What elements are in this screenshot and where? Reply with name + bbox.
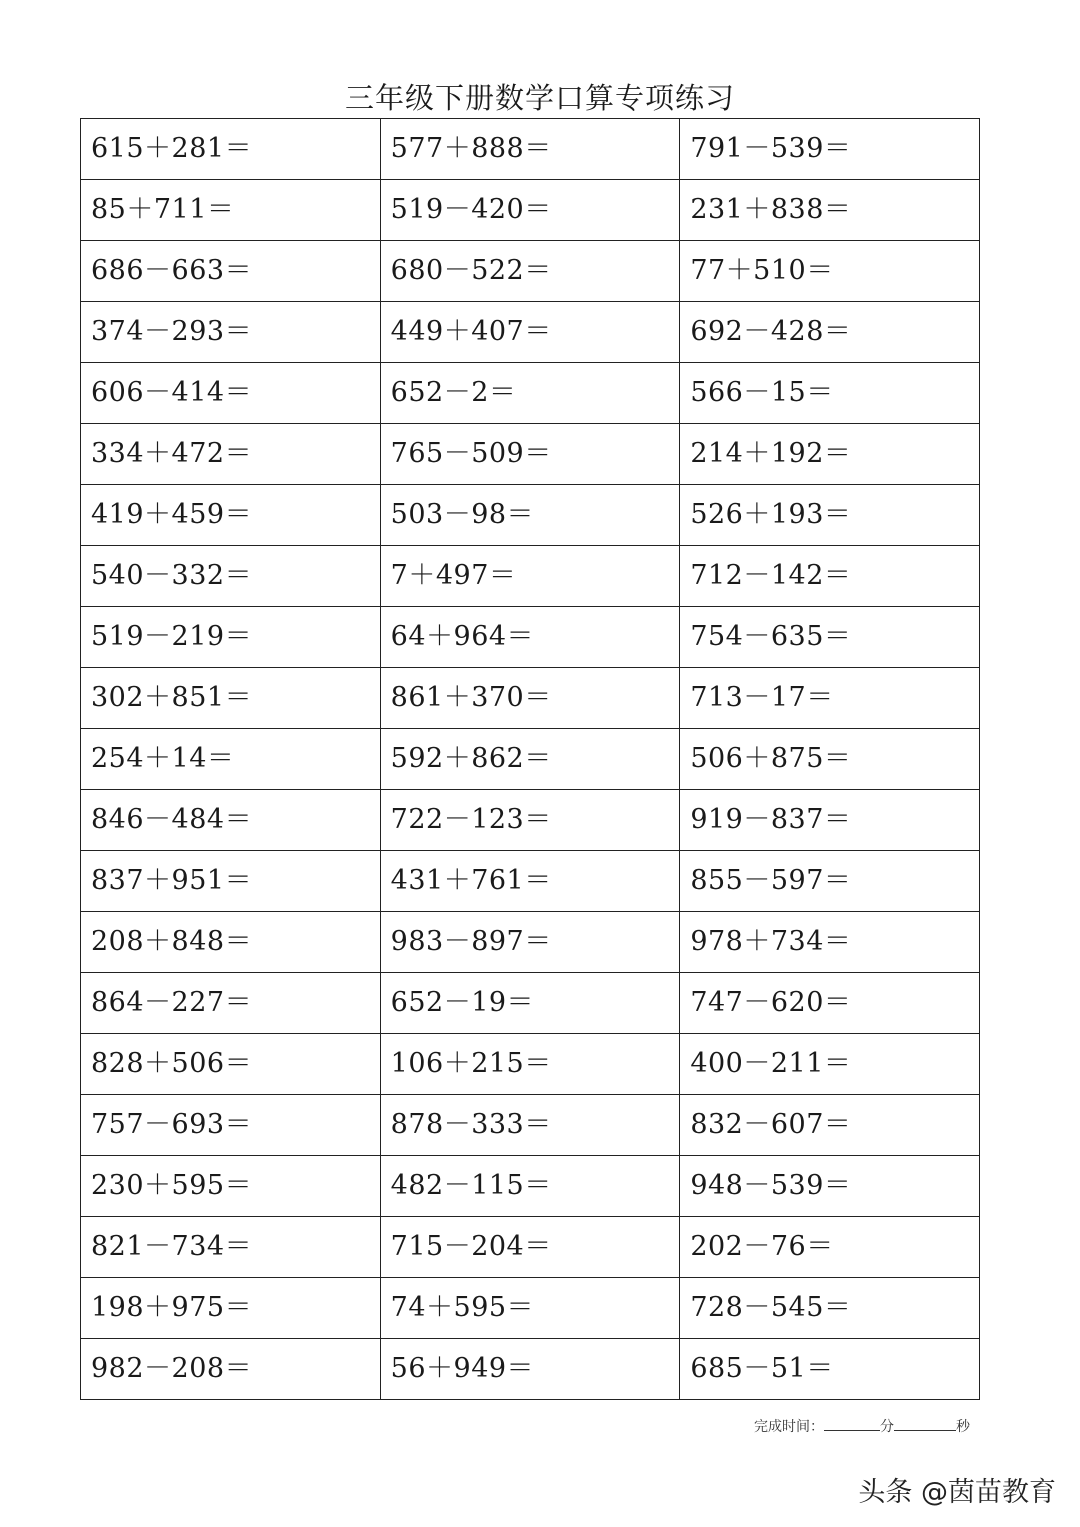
problem-cell: 214＋192＝ — [680, 424, 980, 485]
table-row — [81, 241, 980, 302]
problem-cell: 692－428＝ — [680, 302, 980, 363]
problem-cell: 230＋595＝ — [81, 1156, 381, 1217]
minute-unit: 分 — [880, 1419, 894, 1435]
table-row — [81, 1217, 980, 1278]
problem-cell: 832－607＝ — [680, 1095, 980, 1156]
problem-cell: 419＋459＝ — [81, 485, 381, 546]
problem-cell: 198＋975＝ — [81, 1278, 381, 1339]
problem-cell: 712－142＝ — [680, 546, 980, 607]
problem-cell: 713－17＝ — [680, 668, 980, 729]
problem-cell: 864－227＝ — [81, 973, 381, 1034]
table-row — [81, 1339, 980, 1400]
problem-cell: 861＋370＝ — [380, 668, 680, 729]
problem-cell: 919－837＝ — [680, 790, 980, 851]
table-row — [81, 1156, 980, 1217]
problem-cell: 519－420＝ — [380, 180, 680, 241]
problem-cell: 652－19＝ — [380, 973, 680, 1034]
table-row — [81, 485, 980, 546]
problem-cell: 106＋215＝ — [380, 1034, 680, 1095]
table-row — [81, 729, 980, 790]
table-row — [81, 363, 980, 424]
problem-cell: 566－15＝ — [680, 363, 980, 424]
problem-cell: 592＋862＝ — [380, 729, 680, 790]
problem-cell: 202－76＝ — [680, 1217, 980, 1278]
problem-cell: 715－204＝ — [380, 1217, 680, 1278]
problem-cell: 982－208＝ — [81, 1339, 381, 1400]
problem-cell: 85＋711＝ — [81, 180, 381, 241]
problem-cell: 519－219＝ — [81, 607, 381, 668]
table-row — [81, 180, 980, 241]
problem-cell: 374－293＝ — [81, 302, 381, 363]
completion-time — [754, 1416, 970, 1436]
page-title: 三年级下册数学口算专项练习 — [344, 81, 735, 115]
second-unit: 秒 — [956, 1419, 970, 1435]
problem-cell: 431＋761＝ — [380, 851, 680, 912]
table-row — [81, 1095, 980, 1156]
minute-blank[interactable] — [824, 1416, 880, 1431]
table-row — [81, 668, 980, 729]
table-row — [81, 1278, 980, 1339]
problem-cell: 231＋838＝ — [680, 180, 980, 241]
problem-cell: 722－123＝ — [380, 790, 680, 851]
problem-cell: 765－509＝ — [380, 424, 680, 485]
problem-cell: 449＋407＝ — [380, 302, 680, 363]
problem-cell: 652－2＝ — [380, 363, 680, 424]
problem-cell: 686－663＝ — [81, 241, 381, 302]
problem-cell: 577＋888＝ — [380, 119, 680, 180]
problem-cell: 855－597＝ — [680, 851, 980, 912]
table-row — [81, 912, 980, 973]
completion-time-label: 完成时间： — [754, 1419, 824, 1435]
arithmetic-table-body — [81, 119, 980, 1400]
table-row — [81, 546, 980, 607]
problem-cell: 837＋951＝ — [81, 851, 381, 912]
watermark: 头条 @茵苗教育 — [858, 1477, 1056, 1508]
problem-cell: 400－211＝ — [680, 1034, 980, 1095]
table-row — [81, 851, 980, 912]
problem-cell: 828＋506＝ — [81, 1034, 381, 1095]
problem-cell: 74＋595＝ — [380, 1278, 680, 1339]
problem-cell: 482－115＝ — [380, 1156, 680, 1217]
problem-cell: 948－539＝ — [680, 1156, 980, 1217]
problem-cell: 754－635＝ — [680, 607, 980, 668]
problem-cell: 846－484＝ — [81, 790, 381, 851]
problem-cell: 878－333＝ — [380, 1095, 680, 1156]
problem-cell: 302＋851＝ — [81, 668, 381, 729]
problem-cell: 978＋734＝ — [680, 912, 980, 973]
problem-cell: 77＋510＝ — [680, 241, 980, 302]
table-row — [81, 790, 980, 851]
problem-cell: 506＋875＝ — [680, 729, 980, 790]
problem-cell: 254＋14＝ — [81, 729, 381, 790]
problem-cell: 606－414＝ — [81, 363, 381, 424]
problem-cell: 685－51＝ — [680, 1339, 980, 1400]
problem-cell: 526＋193＝ — [680, 485, 980, 546]
table-row — [81, 119, 980, 180]
problem-cell: 983－897＝ — [380, 912, 680, 973]
problem-cell: 757－693＝ — [81, 1095, 381, 1156]
arithmetic-table — [80, 118, 980, 1400]
problem-cell: 540－332＝ — [81, 546, 381, 607]
table-row — [81, 302, 980, 363]
second-blank[interactable] — [894, 1416, 956, 1431]
problem-cell: 7＋497＝ — [380, 546, 680, 607]
problem-cell: 56＋949＝ — [380, 1339, 680, 1400]
table-row — [81, 1034, 980, 1095]
problem-cell: 334＋472＝ — [81, 424, 381, 485]
problem-cell: 821－734＝ — [81, 1217, 381, 1278]
problem-cell: 208＋848＝ — [81, 912, 381, 973]
problem-cell: 64＋964＝ — [380, 607, 680, 668]
problem-cell: 615＋281＝ — [81, 119, 381, 180]
table-row — [81, 973, 980, 1034]
problem-cell: 728－545＝ — [680, 1278, 980, 1339]
problem-cell: 680－522＝ — [380, 241, 680, 302]
problem-cell: 747－620＝ — [680, 973, 980, 1034]
problem-cell: 791－539＝ — [680, 119, 980, 180]
table-row — [81, 607, 980, 668]
table-row — [81, 424, 980, 485]
problem-cell: 503－98＝ — [380, 485, 680, 546]
